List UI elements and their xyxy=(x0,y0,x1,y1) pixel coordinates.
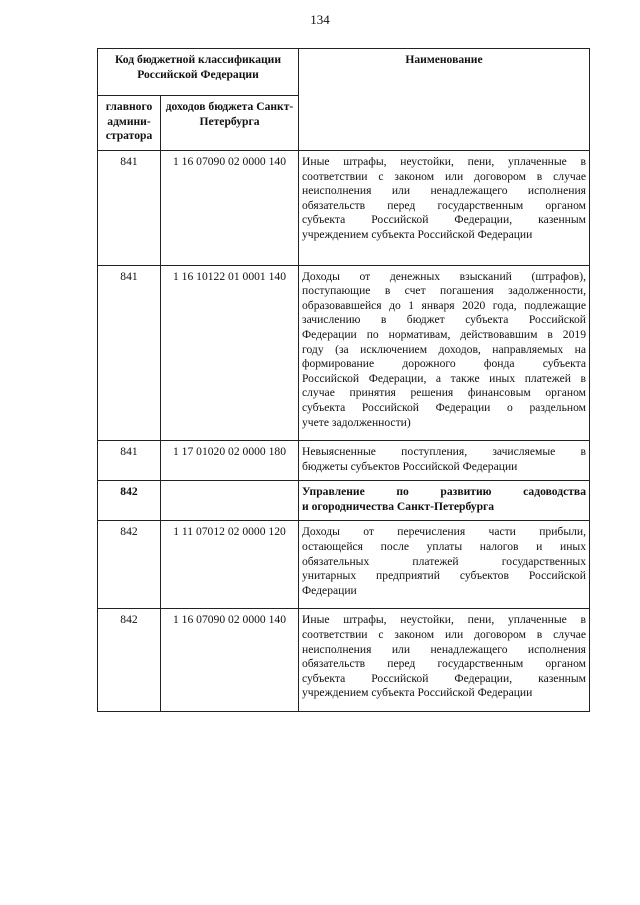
header-name: Наименование xyxy=(299,49,590,151)
table-row xyxy=(98,521,590,609)
description-line: обязательств перед государственным органом xyxy=(302,198,586,212)
description-line: Доходы от денежных взысканий (штрафов), xyxy=(302,269,586,283)
description-line: учете задолженности) xyxy=(302,415,411,429)
description-line: обязательных платежей государственных xyxy=(302,554,586,568)
description-line: учреждением субъекта Российской Федерации xyxy=(302,227,533,241)
description-cell xyxy=(299,481,590,521)
description-line: субъекта Российской Федерации, казенным xyxy=(302,671,586,685)
description-line: неисполнения или ненадлежащего исполнения xyxy=(302,642,586,656)
admin-code-cell: 842 xyxy=(98,481,161,521)
description-line: субъекта Российской Федерации о раздельном xyxy=(302,400,586,414)
description-line: поступающие в счет погашения задолженности, xyxy=(302,284,586,298)
admin-code-cell: 842 xyxy=(98,521,161,609)
description-line: унитарных предприятий субъектов Российской xyxy=(302,569,586,583)
income-code-cell: 1 16 07090 02 0000 140 xyxy=(161,609,299,712)
description-cell xyxy=(299,441,590,481)
description-line: Российской Федерации, а также иных платежей в xyxy=(302,371,586,385)
description-line: зачислению в бюджет субъекта Российской xyxy=(302,313,586,327)
description-line: соответствии с законом или договором в случае xyxy=(302,628,586,642)
table-row xyxy=(98,481,590,521)
header-admin: главного админи-стратора xyxy=(98,96,161,151)
table-row xyxy=(98,151,590,266)
admin-code-cell: 841 xyxy=(98,265,161,441)
income-code-cell xyxy=(161,481,299,521)
description-line: Федерации по нормативам, действовавшим в 2019 xyxy=(302,327,586,341)
income-code-cell: 1 17 01020 02 0000 180 xyxy=(161,441,299,481)
description-cell xyxy=(299,609,590,712)
description-line: формирование дорожного фонда субъекта xyxy=(302,357,586,371)
admin-code-cell: 841 xyxy=(98,441,161,481)
description-line: обязательств перед государственным органом xyxy=(302,657,586,671)
description-line: образовавшейся до 1 января 2020 года, подлежащие xyxy=(302,298,586,312)
description-line: бюджеты субъектов Российской Федерации xyxy=(302,459,518,473)
description-line: Иные штрафы, неустойки, пени, уплаченные в xyxy=(302,613,586,627)
description-line: остающейся после уплаты налогов и иных xyxy=(302,540,586,554)
description-line: Иные штрафы, неустойки, пени, уплаченные в xyxy=(302,155,586,168)
income-code-cell: 1 11 07012 02 0000 120 xyxy=(161,521,299,609)
description-line: случае принятия решения финансовым органом xyxy=(302,386,586,400)
description-line: субъекта Российской Федерации, казенным xyxy=(302,213,586,227)
description-line: Федерации xyxy=(302,583,357,597)
income-code-cell: 1 16 10122 01 0001 140 xyxy=(161,265,299,441)
admin-code-cell: 841 xyxy=(98,151,161,266)
description-cell xyxy=(299,151,590,266)
description-line: году (за исключением доходов, направляемых на xyxy=(302,342,586,356)
budget-classification-table xyxy=(97,48,590,712)
income-code-cell: 1 16 07090 02 0000 140 xyxy=(161,151,299,266)
description-line: неисполнения или ненадлежащего исполнения xyxy=(302,184,586,198)
description-line: Доходы от перечисления части прибыли, xyxy=(302,525,586,539)
description-line: и огородничества Санкт-Петербурга xyxy=(302,499,495,513)
page-number: 134 xyxy=(310,12,330,27)
description-line: учреждением субъекта Российской Федерации xyxy=(302,686,533,700)
header-row xyxy=(98,49,590,96)
header-income: доходов бюджета Санкт-Петербурга xyxy=(161,96,299,151)
table-row xyxy=(98,441,590,481)
description-cell xyxy=(299,521,590,609)
description-line: соответствии с законом или договором в случае xyxy=(302,169,586,183)
admin-code-cell: 842 xyxy=(98,609,161,712)
description-cell xyxy=(299,265,590,441)
table-row xyxy=(98,609,590,712)
description-line: Управление по развитию садоводства xyxy=(302,485,586,499)
table-row xyxy=(98,265,590,441)
header-code-group: Код бюджетной классификации Российской Федерации xyxy=(98,49,299,96)
description-line: Невыясненные поступления, зачисляемые в xyxy=(302,445,586,459)
